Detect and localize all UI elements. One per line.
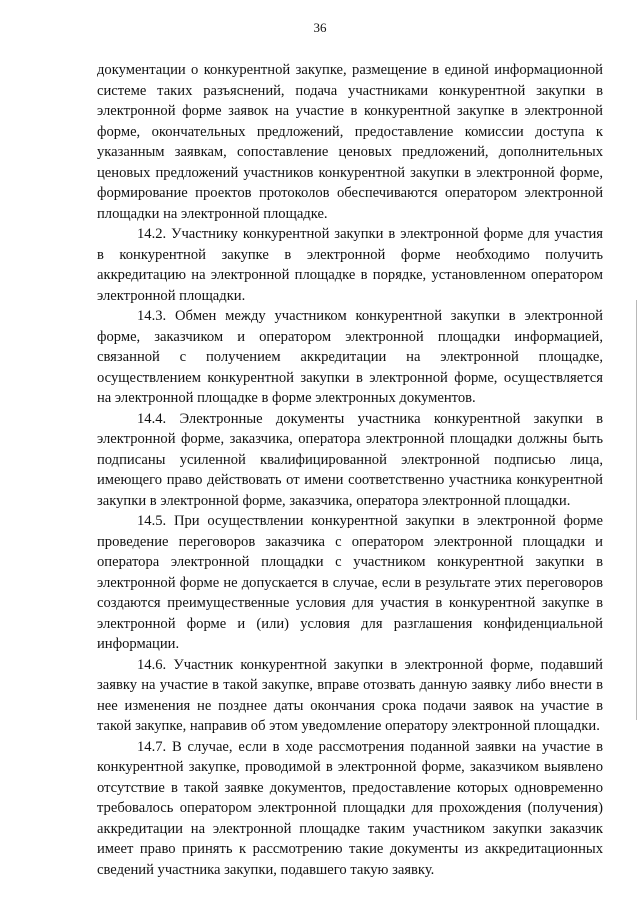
paragraph-14-3: 14.3. Обмен между участником конкурентной закупки в электронной форме, заказчиком и оператором электронной площадки информацией, связанной с получением аккредитации на электронной площадке, осуществлением конкурентной закупки в электронной форме, осуществляется на электронной площадке в форме электронных документов.: [97, 308, 603, 406]
paragraph-14-5: 14.5. При осуществлении конкурентной закупки в электронной форме проведение переговоров заказчика с оператором электронной площадки и оператора электронной площадки с участником конкурентной закупки в электронной форме не допускается в случае, если в результате этих переговоров создаются преимущественные условия для участия в конкурентной закупке в электронной форме и (или) условия для разглашения конфиденциальной информации.: [97, 513, 603, 652]
page-number: 36: [313, 20, 327, 35]
paragraph-14-7: 14.7. В случае, если в ходе рассмотрения поданной заявки на участие в конкурентной закупке, проводимой в электронной форме, заказчиком выявлено отсутствие в такой заявке документов, предоставление которых одновременно требовалось оператором электронной площадки для прохождения (получения) аккредитации на электронной площадке таким участником закупки заказчик имеет право принять к рассмотрению такие документы из аккредитационных сведений участника закупки, подавшего такую заявку.: [97, 738, 603, 878]
paragraph-continuation: документации о конкурентной закупке, размещение в единой информационной системе таких разъяснений, подача участниками конкурентной закупки в электронной форме заявок на участие в конкурентной закупке в электронной форме, окончательных предложений, предоставление комиссии доступа к указанным заявкам, сопоставление ценовых предложений, дополнительных ценовых предложений участников конкурентной закупки в электронной форме, формирование проектов протоколов обеспечиваются оператором электронной площадки на электронной площадке.: [97, 62, 603, 222]
paragraph-14-4: 14.4. Электронные документы участника конкурентной закупки в электронной форме, заказчика, оператора электронной площадки должны быть подписаны усиленной квалифицированной электронной подписью лица, имеющего право действовать от имени соответственно участника конкурентной закупки в электронной форме, заказчика, оператора электронной площадки.: [97, 410, 603, 509]
scan-edge-mark: [636, 300, 637, 720]
document-body: [97, 60, 603, 880]
paragraph-14-6: 14.6. Участник конкурентной закупки в электронной форме, подавший заявку на участие в такой закупке, вправе отозвать данную заявку либо внести в нее изменения не позднее даты окончания срока подачи заявок на участие в такой закупке, направив об этом уведомление оператору электронной площадки.: [97, 656, 603, 734]
paragraph-14-2: 14.2. Участнику конкурентной закупки в электронной форме для участия в конкурентной закупке в электронной форме необходимо получить аккредитацию на электронной площадке в порядке, установленном оператором электронной площадки.: [97, 226, 603, 304]
